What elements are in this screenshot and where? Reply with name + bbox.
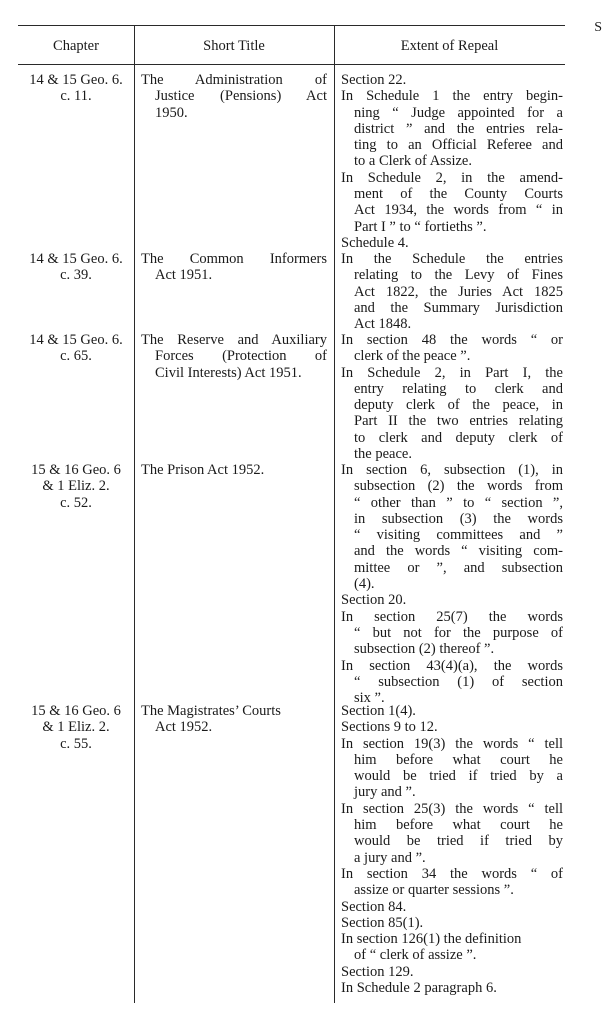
extent-line: subsection (2) the words from xyxy=(354,478,563,495)
extent-line: “ subsection (1) of section xyxy=(354,673,563,690)
extent-line: Schedule 4. xyxy=(341,234,409,251)
extent-line: jury and ”. xyxy=(354,784,416,801)
extent-line: Section 22. xyxy=(341,72,407,88)
table-row-short-title xyxy=(141,72,327,121)
extent-column-header: Extent of Repeal xyxy=(400,38,499,54)
column-divider-1 xyxy=(134,25,135,1003)
column-divider-2 xyxy=(334,25,335,1003)
table-row-extent xyxy=(341,251,563,332)
chapter-line: & 1 Eliz. 2. xyxy=(42,478,110,495)
extent-line: In Schedule 1 the entry begin- xyxy=(341,88,563,105)
chapter-line: c. 65. xyxy=(60,348,92,365)
table-row-short-title xyxy=(141,332,327,381)
table-row-chapter xyxy=(18,462,134,511)
extent-line: In the Schedule the entries xyxy=(341,251,563,267)
chapter-line: 14 & 15 Geo. 6. xyxy=(29,251,123,267)
extent-line: him before what court he xyxy=(354,751,563,768)
extent-line: “ other than ” to “ section ”, xyxy=(354,494,563,511)
table-row-chapter xyxy=(18,251,134,284)
table-row-chapter xyxy=(18,72,134,105)
extent-line: mittee or ”, and subsection xyxy=(354,559,563,576)
extent-line: a jury and ”. xyxy=(354,849,426,866)
extent-line: In section 25(3) the words “ tell xyxy=(341,800,563,817)
extent-line: entry relating to clerk and xyxy=(354,380,563,397)
chapter-line: 14 & 15 Geo. 6. xyxy=(29,72,123,88)
extent-line: Act 1822, the Juries Act 1825 xyxy=(354,283,563,300)
extent-line: In section 48 the words “ or xyxy=(341,332,563,348)
extent-line: the peace. xyxy=(354,446,412,463)
extent-line: would be tried if tried by a xyxy=(354,768,563,785)
extent-line: ting to an Official Referee and xyxy=(354,137,563,154)
table-row-chapter xyxy=(18,703,134,752)
extent-line: district ” and the entries rela- xyxy=(354,120,563,137)
extent-line: In section 126(1) the definition xyxy=(341,931,522,948)
extent-line: Section 85(1). xyxy=(341,914,424,931)
extent-line: In Schedule 2, in the amend- xyxy=(341,169,563,186)
extent-line: in subsection (3) the words xyxy=(354,510,563,527)
extent-line: In section 43(4)(a), the words xyxy=(341,657,563,674)
extent-line: six ”. xyxy=(354,690,385,707)
extent-line: Act 1848. xyxy=(354,316,412,333)
extent-line: Section 1(4). xyxy=(341,703,416,719)
table-row-short-title xyxy=(141,251,327,284)
extent-line: In Schedule 2 paragraph 6. xyxy=(341,980,497,997)
extent-line: In section 34 the words “ of xyxy=(341,865,563,882)
extent-line: Part II the two entries relating xyxy=(354,413,563,430)
table-row-extent xyxy=(341,703,563,996)
extent-line: Section 84. xyxy=(341,898,407,915)
header-bottom-rule xyxy=(18,64,565,65)
extent-line: In section 6, subsection (1), in xyxy=(341,462,563,478)
extent-line: Part I ” to “ fortieths ”. xyxy=(354,218,487,235)
extent-line: to a Clerk of Assize. xyxy=(354,153,472,170)
title-line: Act 1951. xyxy=(155,267,213,284)
chapter-line: c. 55. xyxy=(60,735,92,752)
extent-line: Section 129. xyxy=(341,963,414,980)
chapter-line: c. 52. xyxy=(60,494,92,511)
extent-line: ning “ Judge appointed for a xyxy=(354,104,563,121)
extent-line: “ visiting committees and ” xyxy=(354,527,563,544)
extent-line: Act 1934, the words from “ in xyxy=(354,202,563,219)
title-line: The Reserve and Auxiliary xyxy=(141,332,327,348)
extent-line: of “ clerk of assize ”. xyxy=(354,947,477,964)
chapter-line: 15 & 16 Geo. 6 xyxy=(31,462,121,478)
extent-line: deputy clerk of the peace, in xyxy=(354,397,563,414)
title-line: Civil Interests) Act 1951. xyxy=(155,364,302,381)
table-row-extent xyxy=(341,462,563,706)
extent-line: ment of the County Courts xyxy=(354,186,563,203)
extent-line: clerk of the peace ”. xyxy=(354,348,471,365)
title-line: The Administration of xyxy=(141,72,327,88)
extent-line: and the Summary Jurisdiction xyxy=(354,299,563,316)
extent-line: him before what court he xyxy=(354,817,563,834)
table-row-short-title xyxy=(141,462,327,478)
chapter-line: c. 39. xyxy=(60,267,92,284)
title-line: The Prison Act 1952. xyxy=(141,462,265,478)
table-row-extent xyxy=(341,332,563,462)
chapter-line: c. 11. xyxy=(60,88,92,105)
title-line: Justice (Pensions) Act xyxy=(155,88,327,105)
page-edge-mark: S xyxy=(594,20,602,35)
table-row-extent xyxy=(341,72,563,251)
extent-line: “ but not for the purpose of xyxy=(354,624,563,641)
extent-line: Section 20. xyxy=(341,592,407,609)
extent-line: In section 19(3) the words “ tell xyxy=(341,735,563,752)
table-top-rule xyxy=(18,25,565,26)
title-line: Forces (Protection of xyxy=(155,348,327,365)
table-row-chapter xyxy=(18,332,134,365)
extent-line: Sections 9 to 12. xyxy=(341,719,438,736)
extent-line: assize or quarter sessions ”. xyxy=(354,882,514,899)
chapter-line: 14 & 15 Geo. 6. xyxy=(29,332,123,348)
extent-line: to clerk and deputy clerk of xyxy=(354,429,563,446)
title-line: 1950. xyxy=(155,104,188,121)
short-title-column-header: Short Title xyxy=(203,38,265,54)
title-line: The Magistrates’ Courts xyxy=(141,703,281,719)
title-line: Act 1952. xyxy=(155,719,213,736)
extent-line: relating to the Levy of Fines xyxy=(354,267,563,284)
extent-line: In Schedule 2, in Part I, the xyxy=(341,364,563,381)
table-row-short-title xyxy=(141,703,327,736)
extent-line: would be tried if tried by xyxy=(354,833,563,850)
extent-line: (4). xyxy=(354,576,375,593)
title-line: The Common Informers xyxy=(141,251,327,267)
chapter-line: 15 & 16 Geo. 6 xyxy=(31,703,121,719)
extent-line: subsection (2) thereof ”. xyxy=(354,641,495,658)
extent-line: and the words “ visiting com- xyxy=(354,543,563,560)
chapter-line: & 1 Eliz. 2. xyxy=(42,719,110,736)
chapter-column-header: Chapter xyxy=(53,38,99,54)
extent-line: In section 25(7) the words xyxy=(341,608,563,625)
